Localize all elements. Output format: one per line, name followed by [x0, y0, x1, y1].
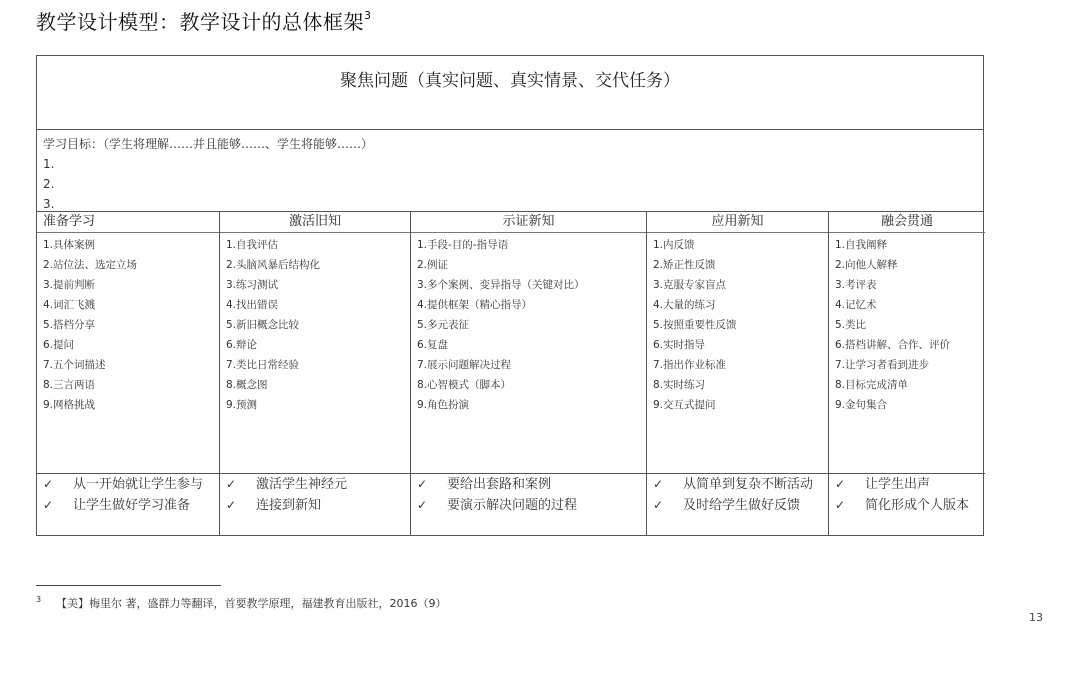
strategy-list [647, 233, 828, 474]
key-points [220, 474, 410, 516]
key-point-text: 要给出套路和案例 [447, 477, 552, 492]
list-item: 1.手段-目的-指导语 [417, 239, 509, 251]
check-icon: ✓ [226, 498, 237, 512]
check-icon: ✓ [43, 477, 54, 491]
list-item: 7.五个词描述 [43, 359, 106, 371]
list-item: 4.找出错误 [226, 299, 279, 311]
key-point [653, 495, 828, 516]
list-item: 3.考评表 [835, 279, 877, 291]
check-icon: ✓ [417, 477, 428, 491]
list-item: 2.矫正性反馈 [653, 259, 716, 271]
check-icon: ✓ [43, 498, 54, 512]
list-item: 7.展示问题解决过程 [417, 359, 512, 371]
list-item: 1.具体案例 [43, 239, 96, 251]
list-item: 6.复盘 [417, 339, 449, 351]
key-point-text: 让学生做好学习准备 [73, 498, 191, 513]
key-points [647, 474, 828, 516]
key-points [411, 474, 646, 516]
list-item: 6.实时指导 [653, 339, 706, 351]
check-icon: ✓ [653, 477, 664, 491]
list-item: 8.心智模式（脚本） [417, 379, 512, 391]
list-item: 7.类比日常经验 [226, 359, 300, 371]
list-item: 2.向他人解释 [835, 259, 898, 271]
check-icon: ✓ [835, 498, 846, 512]
strategy-list [411, 233, 646, 474]
column-header: 激活旧知 [220, 212, 410, 233]
list-item: 4.提供框架（精心指导） [417, 299, 533, 311]
key-point [835, 495, 985, 516]
list-item: 8.实时练习 [653, 379, 706, 391]
list-item: 4.记忆术 [835, 299, 877, 311]
list-item: 9.金句集合 [835, 399, 888, 411]
key-point [226, 474, 410, 495]
column-demonstrate [411, 212, 647, 535]
list-item: 8.目标完成清单 [835, 379, 909, 391]
check-icon: ✓ [417, 498, 428, 512]
list-item: 1.内反馈 [653, 239, 695, 251]
column-apply [647, 212, 829, 535]
key-point [653, 474, 828, 495]
focus-problem: 聚焦问题（真实问题、真实情景、交代任务） [37, 56, 983, 130]
column-header: 准备学习 [37, 212, 219, 233]
list-item: 6.搭档讲解、合作、评价 [835, 339, 951, 351]
list-item: 5.多元表征 [417, 319, 470, 331]
key-point [835, 474, 985, 495]
key-points [829, 474, 985, 516]
key-point [43, 495, 219, 516]
list-item: 1.自我阐释 [835, 239, 888, 251]
strategy-list [220, 233, 410, 474]
framework-table [36, 55, 984, 536]
list-item: 9.角色扮演 [417, 399, 470, 411]
footnote-text: 【美】梅里尔 著，盛群力等翻译，首要教学原理，福建教育出版社，2016（9） [56, 597, 447, 610]
list-item: 3.多个案例、变异指导（关键对比） [417, 279, 585, 291]
list-item: 5.类比 [835, 319, 867, 331]
check-icon: ✓ [835, 477, 846, 491]
key-point [43, 474, 219, 495]
key-point-text: 及时给学生做好反馈 [683, 498, 801, 513]
list-item: 4.词汇飞溅 [43, 299, 96, 311]
list-item: 6.辩论 [226, 339, 258, 351]
list-item: 3.克服专家盲点 [653, 279, 727, 291]
key-point-text: 连接到新知 [256, 498, 322, 513]
check-icon: ✓ [226, 477, 237, 491]
page-title [36, 6, 372, 35]
column-header: 融会贯通 [829, 212, 985, 233]
list-item: 5.按照重要性反馈 [653, 319, 737, 331]
learning-goals-label: 学习目标：（学生将理解……并且能够……、学生将能够……） [43, 137, 374, 151]
key-point [417, 495, 646, 516]
strategy-list [829, 233, 985, 474]
key-point [417, 474, 646, 495]
key-point-text: 让学生出声 [865, 477, 931, 492]
list-item: 5.新旧概念比较 [226, 319, 300, 331]
footnote-ref: 3 [364, 9, 372, 23]
goal-line: 1. [43, 157, 55, 171]
page-number: 13 [1029, 611, 1043, 624]
list-item: 2.头脑风暴后结构化 [226, 259, 321, 271]
list-item: 6.提问 [43, 339, 75, 351]
column-header: 应用新知 [647, 212, 828, 233]
list-item: 5.搭档分享 [43, 319, 96, 331]
check-icon: ✓ [653, 498, 664, 512]
key-point-text: 从一开始就让学生参与 [73, 477, 204, 492]
footnote [36, 595, 447, 611]
list-item: 7.指出作业标准 [653, 359, 727, 371]
list-item: 3.提前判断 [43, 279, 96, 291]
list-item: 7.让学习者看到进步 [835, 359, 930, 371]
goal-line: 2. [43, 177, 55, 191]
column-prepare [37, 212, 220, 535]
key-point [226, 495, 410, 516]
list-item: 1.自我评估 [226, 239, 279, 251]
list-item: 2.例证 [417, 259, 449, 271]
goal-line: 3. [43, 197, 55, 211]
list-item: 9.网格挑战 [43, 399, 96, 411]
list-item: 8.三言两语 [43, 379, 96, 391]
key-point-text: 要演示解决问题的过程 [447, 498, 578, 513]
footnote-divider [36, 585, 221, 586]
learning-goals [37, 130, 983, 211]
column-integrate [829, 212, 985, 535]
page-title-text: 教学设计模型：教学设计的总体框架 [36, 10, 364, 34]
column-header: 示证新知 [411, 212, 646, 233]
strategy-list [37, 233, 219, 474]
phase-columns [37, 211, 983, 535]
column-activate [220, 212, 411, 535]
key-point-text: 简化形成个人版本 [865, 498, 970, 513]
list-item: 9.交互式提问 [653, 399, 716, 411]
list-item: 2.站位法、选定立场 [43, 259, 138, 271]
list-item: 9.预测 [226, 399, 258, 411]
footnote-number: 3 [36, 595, 42, 604]
list-item: 4.大量的练习 [653, 299, 716, 311]
key-point-text: 从简单到复杂不断活动 [683, 477, 814, 492]
list-item: 3.练习测试 [226, 279, 279, 291]
key-points [37, 474, 219, 516]
key-point-text: 激活学生神经元 [256, 477, 348, 492]
list-item: 8.概念图 [226, 379, 268, 391]
